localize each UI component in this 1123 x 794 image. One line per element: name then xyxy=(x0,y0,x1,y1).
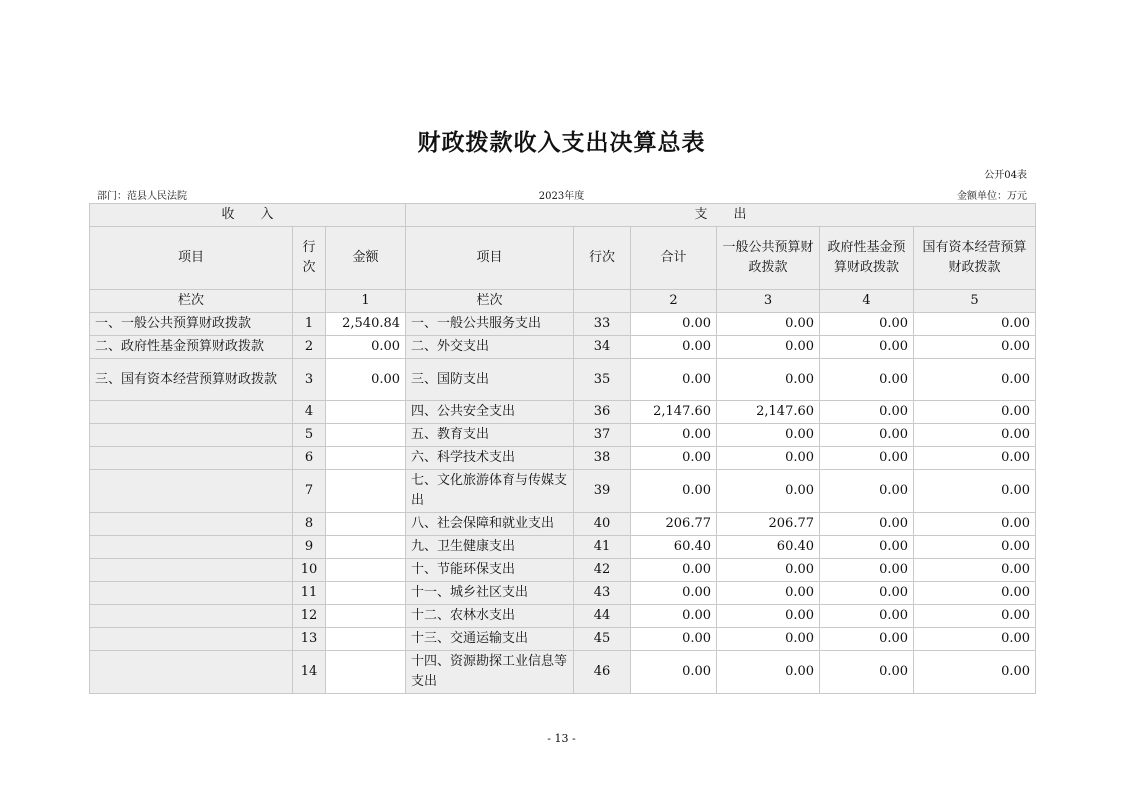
gov-fund-amount: 0.00 xyxy=(820,313,914,336)
total-header: 合计 xyxy=(631,227,717,290)
expense-item: 十一、城乡社区支出 xyxy=(406,582,574,605)
col-number-2: 2 xyxy=(631,290,717,313)
state-capital-header: 国有资本经营预算财政拨款 xyxy=(914,227,1036,290)
general-budget-amount: 60.40 xyxy=(717,536,820,559)
expense-col-blank xyxy=(574,290,631,313)
table-row xyxy=(90,336,1036,359)
state-capital-amount: 0.00 xyxy=(914,536,1036,559)
income-amount xyxy=(326,513,406,536)
expense-item: 四、公共安全支出 xyxy=(406,401,574,424)
expense-line-number: 35 xyxy=(574,359,631,401)
gov-fund-amount: 0.00 xyxy=(820,470,914,513)
income-line-number: 11 xyxy=(293,582,326,605)
income-amount xyxy=(326,424,406,447)
income-item-header: 项目 xyxy=(90,227,293,290)
amount-unit: 金额单位：万元 xyxy=(957,191,1027,202)
state-capital-amount: 0.00 xyxy=(914,359,1036,401)
gov-fund-amount: 0.00 xyxy=(820,401,914,424)
col-number-1: 1 xyxy=(326,290,406,313)
gov-fund-amount: 0.00 xyxy=(820,605,914,628)
department-label: 部门：范县人民法院 xyxy=(97,191,187,202)
income-amount xyxy=(326,559,406,582)
income-item xyxy=(90,628,293,651)
income-line-number: 2 xyxy=(293,336,326,359)
expense-item: 十二、农林水支出 xyxy=(406,605,574,628)
income-line-number: 6 xyxy=(293,447,326,470)
expense-item: 二、外交支出 xyxy=(406,336,574,359)
income-item: 二、政府性基金预算财政拨款 xyxy=(90,336,293,359)
gov-fund-amount: 0.00 xyxy=(820,359,914,401)
gov-fund-amount: 0.00 xyxy=(820,651,914,694)
expense-item: 十三、交通运输支出 xyxy=(406,628,574,651)
income-item xyxy=(90,447,293,470)
expense-item: 七、文化旅游体育与传媒支出 xyxy=(406,470,574,513)
income-amount xyxy=(326,582,406,605)
table-row xyxy=(90,582,1036,605)
table-row xyxy=(90,470,1036,513)
expense-line-number: 41 xyxy=(574,536,631,559)
total-amount: 0.00 xyxy=(631,582,717,605)
income-line-number: 10 xyxy=(293,559,326,582)
table-row xyxy=(90,447,1036,470)
income-item xyxy=(90,536,293,559)
table-row xyxy=(90,313,1036,336)
state-capital-amount: 0.00 xyxy=(914,424,1036,447)
table-row xyxy=(90,513,1036,536)
expense-col-label: 栏次 xyxy=(406,290,574,313)
general-budget-amount: 0.00 xyxy=(717,424,820,447)
general-budget-amount: 0.00 xyxy=(717,651,820,694)
income-line-number: 13 xyxy=(293,628,326,651)
general-budget-amount: 0.00 xyxy=(717,582,820,605)
state-capital-amount: 0.00 xyxy=(914,559,1036,582)
expense-line-number: 39 xyxy=(574,470,631,513)
expense-item: 八、社会保障和就业支出 xyxy=(406,513,574,536)
state-capital-amount: 0.00 xyxy=(914,605,1036,628)
total-amount: 206.77 xyxy=(631,513,717,536)
income-col-blank xyxy=(293,290,326,313)
income-item: 三、国有资本经营预算财政拨款 xyxy=(90,359,293,401)
expense-item: 十、节能环保支出 xyxy=(406,559,574,582)
table-row xyxy=(90,651,1036,694)
expense-item: 三、国防支出 xyxy=(406,359,574,401)
expense-line-number: 43 xyxy=(574,582,631,605)
gov-fund-amount: 0.00 xyxy=(820,559,914,582)
income-amount xyxy=(326,447,406,470)
income-line-number: 14 xyxy=(293,651,326,694)
expense-item: 九、卫生健康支出 xyxy=(406,536,574,559)
page-title: 财政拨款收入支出决算总表 xyxy=(417,130,706,156)
state-capital-amount: 0.00 xyxy=(914,401,1036,424)
expense-line-number: 37 xyxy=(574,424,631,447)
income-amount xyxy=(326,470,406,513)
gov-fund-amount: 0.00 xyxy=(820,582,914,605)
expense-item: 六、科学技术支出 xyxy=(406,447,574,470)
state-capital-amount: 0.00 xyxy=(914,447,1036,470)
state-capital-amount: 0.00 xyxy=(914,513,1036,536)
total-amount: 0.00 xyxy=(631,470,717,513)
expense-line-number: 34 xyxy=(574,336,631,359)
income-item xyxy=(90,651,293,694)
income-item xyxy=(90,513,293,536)
income-item xyxy=(90,605,293,628)
total-amount: 0.00 xyxy=(631,359,717,401)
col-number-3: 3 xyxy=(717,290,820,313)
state-capital-amount: 0.00 xyxy=(914,582,1036,605)
state-capital-amount: 0.00 xyxy=(914,470,1036,513)
income-amount: 2,540.84 xyxy=(326,313,406,336)
general-budget-header: 一般公共预算财政拨款 xyxy=(717,227,820,290)
expense-line-number: 40 xyxy=(574,513,631,536)
gov-fund-amount: 0.00 xyxy=(820,628,914,651)
general-budget-amount: 0.00 xyxy=(717,447,820,470)
gov-fund-header: 政府性基金预算财政拨款 xyxy=(820,227,914,290)
total-amount: 60.40 xyxy=(631,536,717,559)
general-budget-amount: 0.00 xyxy=(717,559,820,582)
col-number-5: 5 xyxy=(914,290,1036,313)
income-line-number: 3 xyxy=(293,359,326,401)
table-row xyxy=(90,559,1036,582)
income-line-number: 7 xyxy=(293,470,326,513)
income-line-number: 5 xyxy=(293,424,326,447)
income-amount xyxy=(326,628,406,651)
gov-fund-amount: 0.00 xyxy=(820,336,914,359)
expense-line-number: 36 xyxy=(574,401,631,424)
expense-item: 一、一般公共服务支出 xyxy=(406,313,574,336)
income-line-number: 4 xyxy=(293,401,326,424)
income-amount: 0.00 xyxy=(326,359,406,401)
general-budget-amount: 0.00 xyxy=(717,313,820,336)
general-budget-amount: 0.00 xyxy=(717,628,820,651)
income-col-label: 栏次 xyxy=(90,290,293,313)
total-amount: 0.00 xyxy=(631,424,717,447)
expense-line-number: 46 xyxy=(574,651,631,694)
financial-table xyxy=(89,203,1036,694)
income-line-number: 8 xyxy=(293,513,326,536)
expense-line-number: 38 xyxy=(574,447,631,470)
income-item xyxy=(90,470,293,513)
income-amount-header: 金额 xyxy=(326,227,406,290)
income-line-number: 1 xyxy=(293,313,326,336)
expense-line-number: 33 xyxy=(574,313,631,336)
table-row xyxy=(90,628,1036,651)
expense-line-number: 45 xyxy=(574,628,631,651)
table-row xyxy=(90,536,1036,559)
income-amount: 0.00 xyxy=(326,336,406,359)
general-budget-amount: 0.00 xyxy=(717,605,820,628)
total-amount: 2,147.60 xyxy=(631,401,717,424)
income-amount xyxy=(326,536,406,559)
total-amount: 0.00 xyxy=(631,605,717,628)
total-amount: 0.00 xyxy=(631,336,717,359)
state-capital-amount: 0.00 xyxy=(914,651,1036,694)
total-amount: 0.00 xyxy=(631,447,717,470)
income-item xyxy=(90,582,293,605)
gov-fund-amount: 0.00 xyxy=(820,513,914,536)
income-header: 收 入 xyxy=(90,204,406,227)
col-number-4: 4 xyxy=(820,290,914,313)
income-line-number: 9 xyxy=(293,536,326,559)
expense-line-header: 行次 xyxy=(574,227,631,290)
table-row xyxy=(90,605,1036,628)
total-amount: 0.00 xyxy=(631,651,717,694)
total-amount: 0.00 xyxy=(631,628,717,651)
expense-header: 支 出 xyxy=(406,204,1036,227)
total-amount: 0.00 xyxy=(631,313,717,336)
table-row xyxy=(90,424,1036,447)
gov-fund-amount: 0.00 xyxy=(820,424,914,447)
income-item: 一、一般公共预算财政拨款 xyxy=(90,313,293,336)
income-amount xyxy=(326,401,406,424)
expense-item: 十四、资源勘探工业信息等支出 xyxy=(406,651,574,694)
state-capital-amount: 0.00 xyxy=(914,628,1036,651)
page-number: - 13 - xyxy=(547,732,576,745)
income-amount xyxy=(326,651,406,694)
general-budget-amount: 206.77 xyxy=(717,513,820,536)
table-code: 公开04表 xyxy=(984,170,1027,181)
state-capital-amount: 0.00 xyxy=(914,336,1036,359)
general-budget-amount: 0.00 xyxy=(717,470,820,513)
income-item xyxy=(90,559,293,582)
gov-fund-amount: 0.00 xyxy=(820,447,914,470)
expense-line-number: 44 xyxy=(574,605,631,628)
income-amount xyxy=(326,605,406,628)
expense-item: 五、教育支出 xyxy=(406,424,574,447)
general-budget-amount: 0.00 xyxy=(717,359,820,401)
total-amount: 0.00 xyxy=(631,559,717,582)
table-row xyxy=(90,359,1036,401)
income-item xyxy=(90,424,293,447)
income-line-header: 行次 xyxy=(293,227,326,290)
general-budget-amount: 0.00 xyxy=(717,336,820,359)
fiscal-year: 2023年度 xyxy=(538,191,585,202)
expense-item-header: 项目 xyxy=(406,227,574,290)
state-capital-amount: 0.00 xyxy=(914,313,1036,336)
table-row xyxy=(90,401,1036,424)
expense-line-number: 42 xyxy=(574,559,631,582)
income-line-number: 12 xyxy=(293,605,326,628)
income-item xyxy=(90,401,293,424)
gov-fund-amount: 0.00 xyxy=(820,536,914,559)
general-budget-amount: 2,147.60 xyxy=(717,401,820,424)
